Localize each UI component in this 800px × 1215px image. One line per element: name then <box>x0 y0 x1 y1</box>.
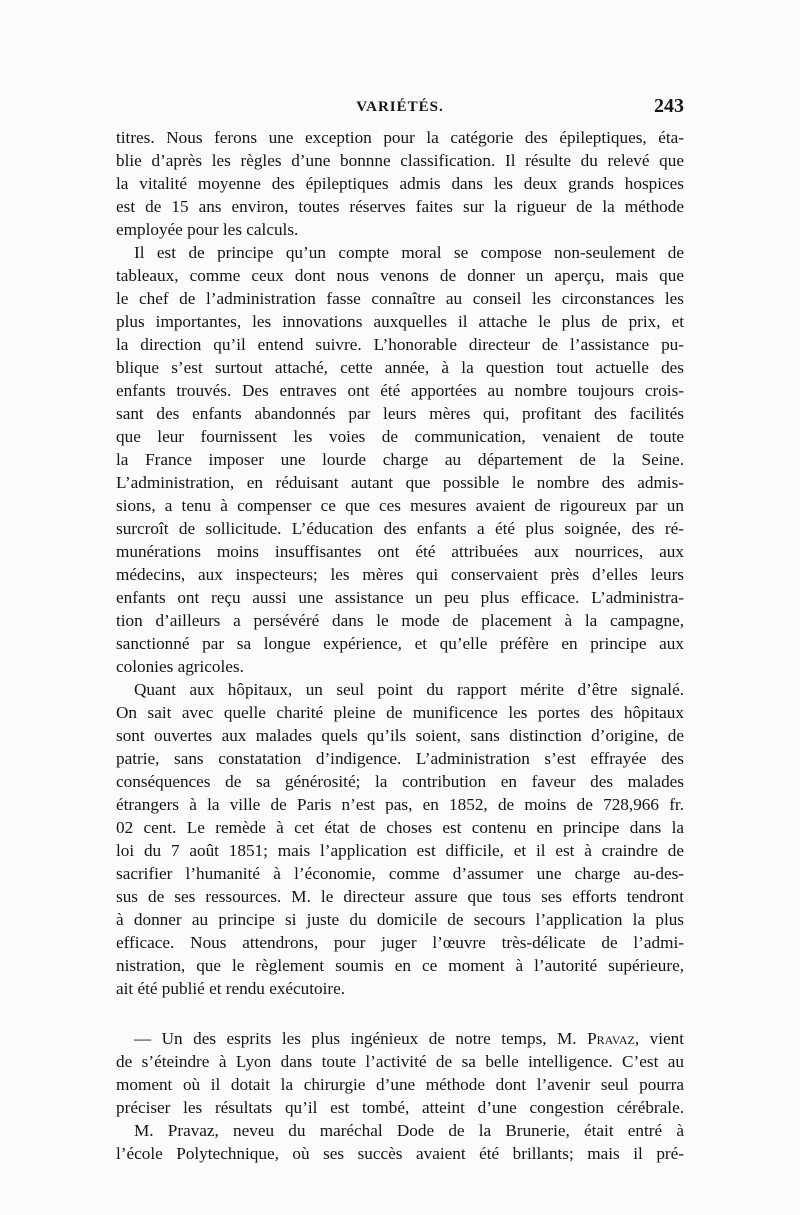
running-head <box>116 95 684 121</box>
person-name: Pravaz <box>587 1029 635 1048</box>
text-line: employée pour les calculs. <box>116 220 299 239</box>
text-line: enfants trouvés. Des entraves ont été apportées au nombre toujours crois- <box>116 381 684 400</box>
paragraph-hopitaux <box>116 678 684 1000</box>
text-line: efficace. Nous attendrons, pour juger l’œuvre très-délicate de l’admi- <box>116 933 684 952</box>
book-page <box>116 95 684 1165</box>
section-gap <box>116 1000 684 1027</box>
text-line <box>116 1027 684 1050</box>
text-line: la vitalité moyenne des épileptiques admis dans les deux grands hospices <box>116 174 684 193</box>
text-line: sions, a tenu à compenser ce que ces mesures avaient de rigoureux par un <box>116 496 684 515</box>
text-line: sant des enfants abandonnés par leurs mères qui, profitant des facilités <box>116 404 684 423</box>
section-title: VARIÉTÉS. <box>356 99 444 115</box>
text-line: titres. Nous ferons une exception pour la catégorie des épileptiques, éta- <box>116 128 684 147</box>
text-line: conséquences de sa générosité; la contribution en faveur des malades <box>116 772 684 791</box>
text-line: moment où il dotait la chirurgie d’une méthode dont l’avenir seul pourra <box>116 1075 684 1094</box>
text-line: patrie, sans constatation d’indigence. L’administration s’est effrayée des <box>116 749 684 768</box>
text-line: M. Pravaz, neveu du maréchal Dode de la Brunerie, était entré à <box>134 1121 684 1140</box>
text-line: la direction qu’il entend suivre. L’honorable directeur de l’assistance pu- <box>116 335 684 354</box>
text-line: la France imposer une lourde charge au département de la Seine. <box>116 450 684 469</box>
text-line: sus de ses ressources. M. le directeur assure que tous ses efforts tendront <box>116 887 684 906</box>
text-line: tion d’ailleurs a persévéré dans le mode de placement à la campagne, <box>116 611 684 630</box>
text-span: , vient <box>634 1029 685 1048</box>
text-line: loi du 7 août 1851; mais l’application est difficile, et il est à craindre de <box>116 841 684 860</box>
text-line: blie d’après les règles d’une bonnne classification. Il résulte du relevé que <box>116 151 684 170</box>
paragraph-compte-moral <box>116 241 684 678</box>
text-line: colonies agricoles. <box>116 657 244 676</box>
text-line: à donner au principe si juste du domicile de secours l’application la plus <box>116 910 684 929</box>
text-line: nistration, que le règlement soumis en ce moment à l’autorité supérieure, <box>116 956 684 975</box>
text-line: enfants ont reçu aussi une assistance un peu plus efficace. L’administra- <box>116 588 684 607</box>
text-line: blique s’est surtout attaché, cette année, à la question tout actuelle des <box>116 358 684 377</box>
text-line: que leur fournissent les voies de communication, venaient de toute <box>116 427 684 446</box>
text-line: tableaux, comme ceux dont nous venons de donner un aperçu, mais que <box>116 266 684 285</box>
text-line: 02 cent. Le remède à cet état de choses est contenu en principe dans la <box>116 818 684 837</box>
text-line: Quant aux hôpitaux, un seul point du rapport mérite d’être signalé. <box>134 680 684 699</box>
text-line: l’école Polytechnique, où ses succès avaient été brillants; mais il pré- <box>116 1144 684 1163</box>
text-line: le chef de l’administration fasse connaître au conseil les circonstances les <box>116 289 684 308</box>
text-line: munérations moins insuffisantes ont été attribuées aux nourrices, aux <box>116 542 684 561</box>
text-line: plus importantes, les innovations auxquelles il attache le plus de prix, et <box>116 312 684 331</box>
text-line: On sait avec quelle charité pleine de munificence les portes des hôpitaux <box>116 703 684 722</box>
text-line: ait été publié et rendu exécutoire. <box>116 979 346 998</box>
text-line: étrangers à la ville de Paris n’est pas, en 1852, de moins de 728,966 fr. <box>116 795 684 814</box>
text-line: est de 15 ans environ, toutes réserves faites sur la rigueur de la méthode <box>116 197 684 216</box>
text-span: — Un des esprits les plus ingénieux de notre temps, M. <box>134 1029 588 1048</box>
paragraph-pravaz <box>116 1027 684 1165</box>
text-line: médecins, aux inspecteurs; les mères qui conservaient près d’elles leurs <box>116 565 684 584</box>
text-line: de s’éteindre à Lyon dans toute l’activité de sa belle intelligence. C’est au <box>116 1052 684 1071</box>
text-line: préciser les résultats qu’il est tombé, atteint d’une congestion cérébrale. <box>116 1098 684 1117</box>
text-line: sanctionné par sa longue expérience, et qu’elle préfère en principe aux <box>116 634 684 653</box>
text-line: Il est de principe qu’un compte moral se compose non-seulement de <box>134 243 684 262</box>
text-line: surcroît de sollicitude. L’éducation des enfants a été plus soignée, des ré- <box>116 519 684 538</box>
paragraph-epileptics <box>116 126 684 241</box>
text-line: L’administration, en réduisant autant que possible le nombre des admis- <box>116 473 684 492</box>
text-line: sont ouvertes aux malades quels qu’ils soient, sans distinction d’origine, de <box>116 726 684 745</box>
page-number: 243 <box>654 95 684 117</box>
text-line: sacrifier l’humanité à l’économie, comme d’assumer une charge au-des- <box>116 864 684 883</box>
